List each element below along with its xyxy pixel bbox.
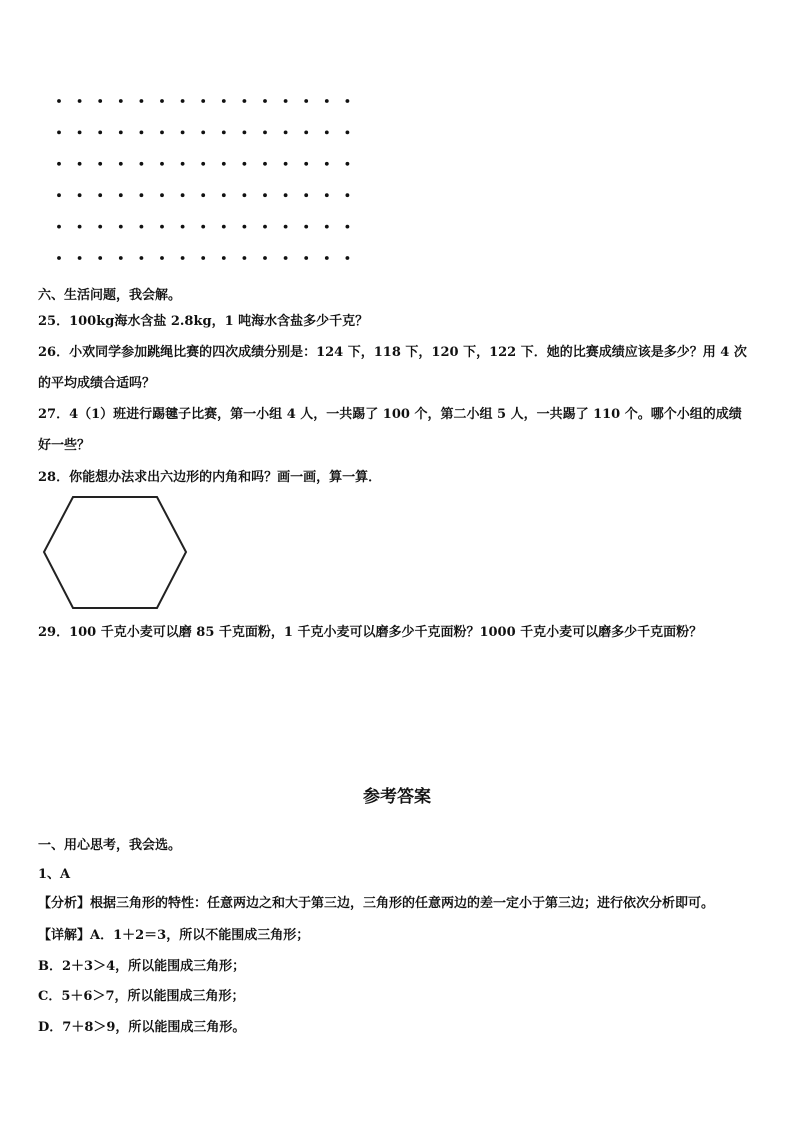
grid-dot — [119, 162, 123, 166]
grid-dot — [119, 193, 123, 197]
grid-dot — [346, 193, 350, 197]
grid-dot — [160, 131, 164, 135]
grid-dot — [284, 131, 288, 135]
grid-dot — [325, 256, 329, 260]
grid-dot — [57, 131, 61, 135]
question-27-line2: 好一些？ — [38, 438, 91, 453]
grid-dot — [201, 256, 205, 260]
grid-dot — [304, 131, 308, 135]
grid-dot — [201, 131, 205, 135]
grid-dot — [222, 193, 226, 197]
grid-dot — [325, 225, 329, 229]
answer-analysis: 【分析】根据三角形的特性：任意两边之和大于第三边，三角形的任意两边的差一定小于第三边；进行依次分析即可。 — [38, 896, 715, 911]
grid-dot — [119, 131, 123, 135]
question-26-line2: 的平均成绩合适吗？ — [38, 376, 156, 391]
grid-dot — [263, 193, 267, 197]
grid-dot — [201, 162, 205, 166]
grid-dot — [222, 225, 226, 229]
grid-dot — [119, 225, 123, 229]
answer-item-1: 1、A — [38, 867, 71, 882]
grid-dot — [243, 131, 247, 135]
grid-dot — [284, 225, 288, 229]
grid-dot — [243, 99, 247, 103]
grid-dot — [201, 225, 205, 229]
grid-dot — [243, 256, 247, 260]
answer-option-b: B．2＋3＞4，所以能围成三角形； — [38, 959, 246, 974]
grid-dot — [57, 162, 61, 166]
hexagon-figure — [40, 494, 190, 612]
question-29: 29．100 千克小麦可以磨 85 千克面粉，1 千克小麦可以磨多少千克面粉？1000 千克小麦可以磨多少千克面粉？ — [38, 625, 703, 640]
grid-dot — [119, 99, 123, 103]
section6-heading: 六、生活问题，我会解。 — [38, 288, 182, 303]
grid-dot — [98, 131, 102, 135]
grid-dot — [181, 99, 185, 103]
grid-dot — [140, 162, 144, 166]
grid-dot — [160, 162, 164, 166]
grid-dot — [346, 256, 350, 260]
grid-dot — [160, 256, 164, 260]
grid-dot — [284, 193, 288, 197]
grid-dot — [346, 131, 350, 135]
grid-dot — [57, 99, 61, 103]
grid-dot — [78, 193, 82, 197]
grid-dot — [243, 162, 247, 166]
grid-dot — [140, 131, 144, 135]
grid-dot — [181, 193, 185, 197]
grid-dot — [98, 193, 102, 197]
question-28: 28．你能想办法求出六边形的内角和吗？画一画，算一算． — [38, 470, 382, 485]
grid-dot — [78, 162, 82, 166]
grid-dot — [346, 162, 350, 166]
grid-dot — [346, 225, 350, 229]
grid-dot — [181, 225, 185, 229]
grid-dot — [78, 256, 82, 260]
grid-dot — [201, 193, 205, 197]
answer-option-d: D．7＋8＞9，所以能围成三角形。 — [38, 1020, 246, 1035]
grid-dot — [57, 225, 61, 229]
grid-dot — [78, 225, 82, 229]
grid-dot — [57, 256, 61, 260]
grid-dot — [222, 162, 226, 166]
grid-dot — [181, 256, 185, 260]
grid-dot — [263, 99, 267, 103]
grid-dot — [57, 193, 61, 197]
grid-dot — [201, 99, 205, 103]
grid-dot — [304, 99, 308, 103]
dot-grid — [52, 96, 372, 264]
grid-dot — [140, 225, 144, 229]
answers-section1-heading: 一、用心思考，我会选。 — [38, 838, 182, 853]
grid-dot — [181, 131, 185, 135]
grid-dot — [304, 256, 308, 260]
grid-dot — [346, 99, 350, 103]
grid-dot — [263, 162, 267, 166]
hexagon-shape — [44, 497, 186, 608]
grid-dot — [325, 99, 329, 103]
grid-dot — [160, 99, 164, 103]
grid-dot — [98, 162, 102, 166]
grid-dot — [181, 162, 185, 166]
answer-option-c: C．5＋6＞7，所以能围成三角形； — [38, 989, 245, 1004]
grid-dot — [78, 131, 82, 135]
grid-dot — [325, 131, 329, 135]
grid-dot — [222, 131, 226, 135]
grid-dot — [140, 99, 144, 103]
grid-dot — [160, 193, 164, 197]
question-26-line1: 26．小欢同学参加跳绳比赛的四次成绩分别是：124 下，118 下，120 下，122 下．她的比赛成绩应该是多少？用 4 次 — [38, 345, 747, 360]
grid-dot — [263, 256, 267, 260]
grid-dot — [243, 193, 247, 197]
grid-dot — [222, 256, 226, 260]
question-25: 25．100kg海水含盐 2.8kg，1 吨海水含盐多少千克？ — [38, 314, 369, 329]
grid-dot — [325, 193, 329, 197]
grid-dot — [98, 99, 102, 103]
grid-dot — [78, 99, 82, 103]
grid-dot — [263, 225, 267, 229]
grid-dot — [98, 225, 102, 229]
grid-dot — [140, 193, 144, 197]
grid-dot — [98, 256, 102, 260]
grid-dot — [160, 225, 164, 229]
answer-detail: 【详解】A．1＋2＝3，所以不能围成三角形； — [38, 928, 310, 943]
grid-dot — [222, 99, 226, 103]
question-27-line1: 27．4（1）班进行踢毽子比赛，第一小组 4 人，一共踢了 100 个，第二小组 5 人，一共踢了 110 个。哪个小组的成绩 — [38, 407, 742, 422]
grid-dot — [140, 256, 144, 260]
grid-dot — [284, 99, 288, 103]
grid-dot — [284, 162, 288, 166]
grid-dot — [304, 193, 308, 197]
grid-dot — [284, 256, 288, 260]
grid-dot — [325, 162, 329, 166]
grid-dot — [304, 225, 308, 229]
grid-dot — [243, 225, 247, 229]
grid-dot — [119, 256, 123, 260]
answer-title: 参考答案 — [363, 787, 431, 807]
grid-dot — [304, 162, 308, 166]
grid-dot — [263, 131, 267, 135]
